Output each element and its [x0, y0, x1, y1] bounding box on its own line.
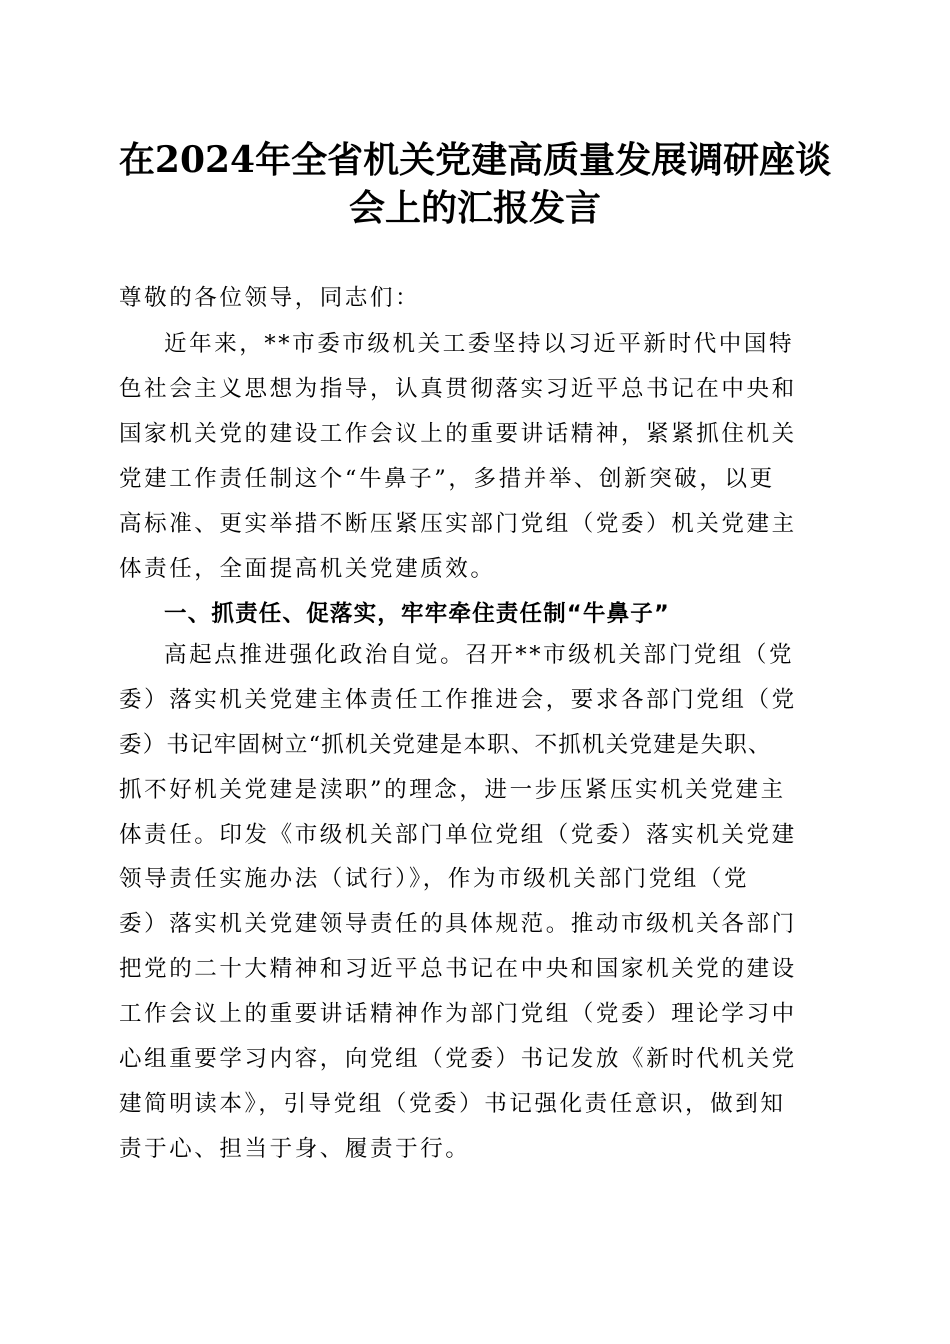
section-line: 领导责任实施办法（试行）》，作为市级机关部门党组（党 — [119, 866, 750, 892]
intro-line: 高标准、更实举措不断压紧压实部门党组（党委）机关党建主 — [119, 511, 797, 537]
section-line: 责于心、担当于身、履责于行。 — [119, 1136, 471, 1162]
section-line: 把党的二十大精神和习近平总书记在中央和国家机关党的建设 — [119, 956, 797, 982]
intro-line: 党建工作责任制这个“牛鼻子”，多措并举、创新突破，以更 — [119, 466, 775, 492]
section-line: 建简明读本》，引导党组（党委）书记强化责任意识，做到知 — [119, 1091, 786, 1117]
intro-line: 体责任，全面提高机关党建质效。 — [119, 556, 496, 582]
section-line: 委）书记牢固树立“抓机关党建是本职、不抓机关党建是失职、 — [119, 732, 772, 758]
section-line: 抓不好机关党建是渎职”的理念，进一步压紧压实机关党建主 — [119, 777, 786, 803]
section-line: 心组重要学习内容，向党组（党委）书记发放《新时代机关党 — [119, 1046, 797, 1072]
section-line: 体责任。印发《市级机关部门单位党组（党委）落实机关党建 — [119, 822, 797, 848]
document-title-line-1: 在2024年全省机关党建高质量发展调研座谈 — [118, 139, 832, 181]
salutation: 尊敬的各位领导，同志们： — [119, 285, 421, 311]
document-title-line-2: 会上的汇报发言 — [348, 187, 601, 229]
intro-line: 国家机关党的建设工作会议上的重要讲话精神，紧紧抓住机关 — [119, 421, 797, 447]
intro-line: 近年来，**市委市级机关工委坚持以习近平新时代中国特 — [164, 331, 795, 357]
section-line: 委）落实机关党建领导责任的具体规范。推动市级机关各部门 — [119, 911, 797, 937]
intro-line: 色社会主义思想为指导，认真贯彻落实习近平总书记在中央和 — [119, 376, 797, 402]
section-line: 委）落实机关党建主体责任工作推进会，要求各部门党组（党 — [119, 687, 797, 713]
section-line: 工作会议上的重要讲话精神作为部门党组（党委）理论学习中 — [119, 1001, 797, 1027]
section-line: 高起点推进强化政治自觉。召开**市级机关部门党组（党 — [164, 642, 795, 668]
section-heading: 一、抓责任、促落实，牢牢牵住责任制“牛鼻子” — [164, 601, 670, 627]
